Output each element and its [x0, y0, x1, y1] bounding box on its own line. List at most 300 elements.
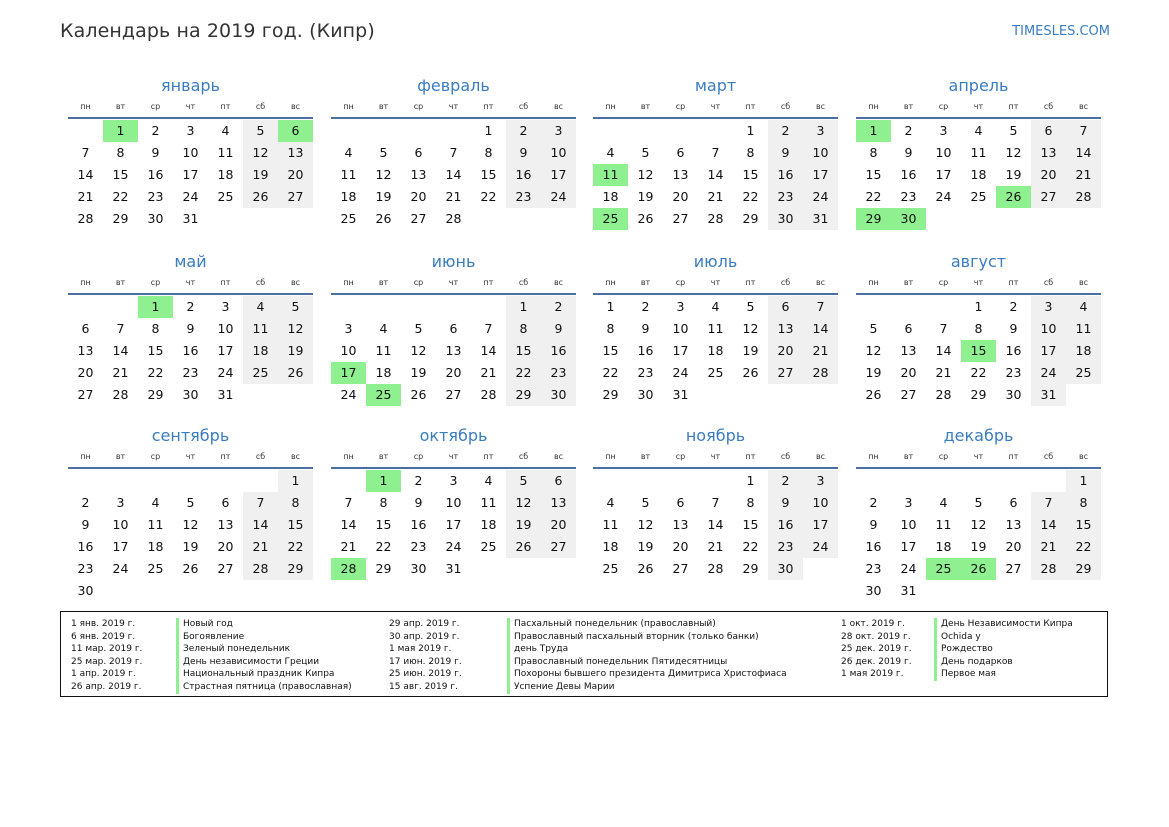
day-cell: 13	[217, 517, 234, 532]
day-cell: 5	[278, 296, 313, 318]
day-cell: 29	[856, 208, 891, 230]
day-cell: 26	[278, 362, 313, 384]
day-cell: 15	[147, 343, 164, 358]
day-cell: 1	[484, 123, 493, 138]
day-cell: 18	[147, 539, 164, 554]
day-cell: 21	[480, 365, 497, 380]
day-cell: 28	[77, 211, 94, 226]
day-cell: 31	[900, 583, 917, 598]
day-cell: 20	[410, 189, 427, 204]
day-cell: 13	[77, 343, 94, 358]
day-cell: 8	[869, 145, 878, 160]
day-cell: 5	[186, 495, 195, 510]
day-cell: 30	[891, 208, 926, 230]
day-cell: 23	[506, 186, 541, 208]
weekday-label: сб	[518, 278, 529, 287]
day-cell: 29	[278, 558, 313, 580]
holiday-date: 1 мая 2019 г.	[841, 669, 904, 680]
day-cell: 21	[1066, 164, 1101, 186]
day-cell: 10	[935, 145, 952, 160]
day-cell: 9	[768, 142, 803, 164]
day-cell: 22	[278, 536, 313, 558]
day-cell: 3	[1031, 296, 1066, 318]
weekday-label: вс	[815, 102, 826, 111]
day-cell: 17	[1031, 340, 1066, 362]
day-cell: 31	[182, 211, 199, 226]
day-cell: 25	[1066, 362, 1101, 384]
day-cell: 27	[672, 211, 689, 226]
weekday-header	[331, 278, 576, 292]
page-title: Календарь на 2019 год. (Кипр)	[60, 20, 375, 42]
day-cell: 28	[935, 387, 952, 402]
weekday-label: сб	[780, 102, 791, 111]
weekday-label: чт	[448, 278, 459, 287]
day-cell: 20	[445, 365, 462, 380]
day-cell: 26	[410, 387, 427, 402]
day-cell: 13	[278, 142, 313, 164]
day-cell: 30	[77, 583, 94, 598]
holiday-date: 15 авг. 2019 г.	[389, 681, 458, 692]
day-cell: 19	[970, 539, 987, 554]
day-cell: 8	[278, 492, 313, 514]
day-cell: 5	[974, 495, 983, 510]
day-cell: 23	[410, 539, 427, 554]
holiday-name: Зеленый понедельник	[176, 643, 290, 656]
day-cell: 14	[935, 343, 952, 358]
day-cell: 30	[637, 387, 654, 402]
day-cell: 24	[900, 561, 917, 576]
day-cell: 11	[480, 495, 497, 510]
weekday-label: пт	[745, 452, 756, 461]
day-cell: 15	[375, 517, 392, 532]
day-cell: 31	[803, 208, 838, 230]
day-cell: 31	[445, 561, 462, 576]
day-cell: 29	[506, 384, 541, 406]
day-cell: 28	[1066, 186, 1101, 208]
holiday-date: 17 июн. 2019 г.	[389, 656, 462, 667]
day-cell: 8	[606, 321, 615, 336]
day-cell: 28	[243, 558, 278, 580]
day-cell: 8	[746, 145, 755, 160]
day-cell: 19	[243, 164, 278, 186]
weekday-label: сб	[255, 278, 266, 287]
holiday-date: 26 апр. 2019 г.	[71, 681, 142, 692]
day-cell: 30	[147, 211, 164, 226]
day-cell: 11	[147, 517, 164, 532]
weekday-label: ср	[675, 102, 686, 111]
day-cell: 1	[606, 299, 615, 314]
day-cell: 31	[1031, 384, 1066, 406]
day-cell: 4	[939, 495, 948, 510]
day-cell: 10	[340, 343, 357, 358]
day-cell: 16	[541, 340, 576, 362]
day-cell: 13	[410, 167, 427, 182]
weekday-label: сб	[255, 452, 266, 461]
day-cell: 18	[217, 167, 234, 182]
weekday-label: вт	[378, 102, 389, 111]
day-cell: 31	[217, 387, 234, 402]
day-cell: 22	[970, 365, 987, 380]
weekday-header	[593, 102, 838, 116]
day-cell: 4	[484, 473, 493, 488]
weekday-label: ср	[413, 452, 424, 461]
day-cell: 24	[672, 365, 689, 380]
day-cell: 9	[904, 145, 913, 160]
day-cell: 2	[151, 123, 160, 138]
weekday-label: вт	[903, 102, 914, 111]
day-cell: 11	[375, 343, 392, 358]
day-cell: 23	[1005, 365, 1022, 380]
day-cell: 24	[935, 189, 952, 204]
day-cell: 7	[711, 495, 720, 510]
day-cell: 20	[768, 340, 803, 362]
day-cell: 9	[414, 495, 423, 510]
day-cell: 14	[707, 167, 724, 182]
weekday-label: сб	[255, 102, 266, 111]
day-cell: 19	[742, 343, 759, 358]
day-cell: 28	[803, 362, 838, 384]
day-cell: 14	[243, 514, 278, 536]
weekday-header	[856, 452, 1101, 466]
day-cell: 20	[541, 514, 576, 536]
day-cell: 6	[81, 321, 90, 336]
weekday-label: сб	[518, 452, 529, 461]
day-cell: 2	[641, 299, 650, 314]
day-cell: 24	[541, 186, 576, 208]
day-cell: 15	[602, 343, 619, 358]
holiday-name: Православный пасхальный вторник (только банки)	[507, 631, 759, 644]
day-cell: 7	[939, 321, 948, 336]
month-divider	[856, 467, 1101, 469]
day-cell: 8	[506, 318, 541, 340]
day-cell: 16	[77, 539, 94, 554]
day-cell: 16	[768, 514, 803, 536]
day-cell: 8	[746, 495, 755, 510]
day-cell: 9	[81, 517, 90, 532]
day-cell: 15	[742, 517, 759, 532]
day-cell: 5	[414, 321, 423, 336]
day-cell: 25	[707, 365, 724, 380]
weekday-label: пт	[220, 102, 231, 111]
day-cell: 1	[103, 120, 138, 142]
day-cell: 14	[1066, 142, 1101, 164]
day-cell: 20	[900, 365, 917, 380]
day-cell: 6	[1031, 120, 1066, 142]
day-cell: 16	[865, 539, 882, 554]
month-name: декабрь	[943, 426, 1014, 445]
day-cell: 20	[217, 539, 234, 554]
day-cell: 27	[410, 211, 427, 226]
day-cell: 29	[742, 211, 759, 226]
day-cell: 12	[375, 167, 392, 182]
day-cell: 22	[112, 189, 129, 204]
day-cell: 27	[541, 536, 576, 558]
month-divider	[593, 293, 838, 295]
day-cell: 14	[340, 517, 357, 532]
weekday-label: чт	[710, 278, 721, 287]
weekday-label: чт	[185, 278, 196, 287]
day-cell: 14	[1031, 514, 1066, 536]
month-name: апрель	[948, 76, 1009, 95]
day-cell: 30	[768, 558, 803, 580]
day-cell: 16	[1005, 343, 1022, 358]
day-cell: 19	[637, 539, 654, 554]
day-cell: 18	[707, 343, 724, 358]
day-cell: 26	[506, 536, 541, 558]
holiday-date: 30 апр. 2019 г.	[389, 631, 460, 642]
site-link[interactable]: TIMESLES.COM	[1012, 24, 1110, 39]
day-cell: 11	[593, 164, 628, 186]
weekday-label: чт	[973, 278, 984, 287]
day-cell: 10	[1031, 318, 1066, 340]
weekday-label: пт	[1008, 452, 1019, 461]
day-cell: 12	[243, 142, 278, 164]
holiday-date: 1 окт. 2019 г.	[841, 619, 905, 629]
weekday-label: пт	[1008, 102, 1019, 111]
day-cell: 5	[379, 145, 388, 160]
day-cell: 3	[676, 299, 685, 314]
day-cell: 9	[641, 321, 650, 336]
day-cell: 22	[506, 362, 541, 384]
day-cell: 5	[641, 145, 650, 160]
day-cell: 27	[672, 561, 689, 576]
day-cell: 3	[803, 120, 838, 142]
day-cell: 6	[278, 120, 313, 142]
weekday-label: чт	[973, 102, 984, 111]
day-cell: 25	[480, 539, 497, 554]
day-cell: 18	[375, 365, 392, 380]
day-cell: 27	[217, 561, 234, 576]
weekday-label: вс	[1078, 452, 1089, 461]
day-cell: 30	[182, 387, 199, 402]
month-divider	[331, 117, 576, 119]
day-cell: 12	[410, 343, 427, 358]
day-cell: 12	[506, 492, 541, 514]
day-cell: 10	[803, 492, 838, 514]
weekday-label: вт	[903, 278, 914, 287]
day-cell: 6	[676, 495, 685, 510]
holiday-date: 25 июн. 2019 г.	[389, 669, 462, 680]
day-cell: 3	[541, 120, 576, 142]
day-cell: 21	[445, 189, 462, 204]
day-cell: 15	[278, 514, 313, 536]
holiday-name: День Независимости Кипра	[934, 618, 1073, 631]
weekday-label: сб	[1043, 452, 1054, 461]
weekday-label: вт	[640, 452, 651, 461]
day-cell: 22	[375, 539, 392, 554]
day-cell: 17	[445, 517, 462, 532]
day-cell: 17	[112, 539, 129, 554]
holiday-date: 25 мар. 2019 г.	[71, 656, 143, 667]
day-cell: 24	[217, 365, 234, 380]
month-name: январь	[161, 76, 220, 95]
weekday-label: вс	[1078, 278, 1089, 287]
holiday-name: День независимости Греции	[176, 656, 319, 669]
day-cell: 24	[1031, 362, 1066, 384]
weekday-label: пн	[868, 102, 879, 111]
day-cell: 11	[1066, 318, 1101, 340]
day-cell: 11	[602, 517, 619, 532]
weekday-label: вс	[290, 102, 301, 111]
weekday-label: ср	[675, 452, 686, 461]
weekday-label: чт	[710, 102, 721, 111]
day-cell: 10	[445, 495, 462, 510]
month-name: ноябрь	[685, 426, 746, 445]
day-cell: 3	[904, 495, 913, 510]
day-cell: 2	[506, 120, 541, 142]
weekday-header	[68, 102, 313, 116]
day-cell: 27	[1031, 186, 1066, 208]
day-cell: 11	[243, 318, 278, 340]
day-cell: 7	[81, 145, 90, 160]
day-cell: 25	[970, 189, 987, 204]
day-cell: 6	[449, 321, 458, 336]
weekday-label: вт	[115, 452, 126, 461]
day-cell: 23	[637, 365, 654, 380]
day-cell: 21	[243, 536, 278, 558]
day-cell: 19	[375, 189, 392, 204]
day-cell: 24	[340, 387, 357, 402]
day-cell: 4	[974, 123, 983, 138]
day-cell: 6	[221, 495, 230, 510]
month-divider	[68, 467, 313, 469]
day-cell: 26	[243, 186, 278, 208]
day-cell: 30	[1005, 387, 1022, 402]
month-name: май	[174, 252, 207, 271]
day-cell: 24	[803, 186, 838, 208]
day-cell: 16	[768, 164, 803, 186]
day-cell: 28	[445, 211, 462, 226]
day-cell: 5	[641, 495, 650, 510]
weekday-label: чт	[185, 452, 196, 461]
day-cell: 12	[637, 517, 654, 532]
day-cell: 1	[138, 296, 173, 318]
day-cell: 29	[970, 387, 987, 402]
day-cell: 10	[112, 517, 129, 532]
weekday-header	[331, 102, 576, 116]
weekday-header	[68, 278, 313, 292]
month-divider	[856, 117, 1101, 119]
day-cell: 29	[1066, 558, 1101, 580]
weekday-label: пн	[343, 278, 354, 287]
holiday-name: Национальный праздник Кипра	[176, 668, 334, 681]
day-cell: 2	[768, 470, 803, 492]
day-cell: 17	[331, 362, 366, 384]
day-cell: 28	[331, 558, 366, 580]
day-cell: 19	[410, 365, 427, 380]
day-cell: 7	[803, 296, 838, 318]
day-cell: 8	[379, 495, 388, 510]
day-cell: 11	[935, 517, 952, 532]
day-cell: 26	[637, 561, 654, 576]
day-cell: 4	[1066, 296, 1101, 318]
day-cell: 5	[869, 321, 878, 336]
day-cell: 4	[243, 296, 278, 318]
day-cell: 4	[379, 321, 388, 336]
weekday-label: пт	[483, 278, 494, 287]
day-cell: 29	[602, 387, 619, 402]
day-cell: 11	[340, 167, 357, 182]
day-cell: 26	[742, 365, 759, 380]
month-name: июль	[693, 252, 738, 271]
day-cell: 18	[602, 539, 619, 554]
day-cell: 15	[1066, 514, 1101, 536]
day-cell: 22	[742, 539, 759, 554]
holiday-name: Успение Девы Марии	[507, 681, 615, 694]
month-name: август	[950, 252, 1007, 271]
weekday-label: пт	[745, 102, 756, 111]
weekday-label: ср	[150, 102, 161, 111]
day-cell: 22	[602, 365, 619, 380]
weekday-label: сб	[518, 102, 529, 111]
day-cell: 17	[217, 343, 234, 358]
weekday-label: ср	[938, 452, 949, 461]
day-cell: 3	[116, 495, 125, 510]
day-cell: 10	[900, 517, 917, 532]
day-cell: 25	[147, 561, 164, 576]
day-cell: 14	[480, 343, 497, 358]
day-cell: 28	[707, 561, 724, 576]
weekday-label: пн	[868, 278, 879, 287]
weekday-label: пн	[605, 102, 616, 111]
holiday-date: 28 окт. 2019 г.	[841, 631, 911, 642]
day-cell: 9	[151, 145, 160, 160]
holiday-date: 1 мая 2019 г.	[389, 644, 452, 655]
day-cell: 14	[803, 318, 838, 340]
day-cell: 21	[340, 539, 357, 554]
day-cell: 10	[182, 145, 199, 160]
day-cell: 29	[112, 211, 129, 226]
day-cell: 27	[445, 387, 462, 402]
day-cell: 11	[970, 145, 987, 160]
day-cell: 7	[344, 495, 353, 510]
month-divider	[593, 117, 838, 119]
month-divider	[331, 293, 576, 295]
day-cell: 21	[935, 365, 952, 380]
weekday-label: вс	[553, 278, 564, 287]
holiday-date: 1 апр. 2019 г.	[71, 669, 136, 680]
day-cell: 29	[147, 387, 164, 402]
day-cell: 26	[996, 186, 1031, 208]
weekday-label: вс	[553, 102, 564, 111]
day-cell: 19	[182, 539, 199, 554]
holiday-name: Православный понедельник Пятидесятницы	[507, 656, 727, 669]
day-cell: 9	[186, 321, 195, 336]
day-cell: 21	[803, 340, 838, 362]
day-cell: 18	[480, 517, 497, 532]
day-cell: 26	[182, 561, 199, 576]
day-cell: 26	[961, 558, 996, 580]
holiday-date: 26 дек. 2019 г.	[841, 656, 912, 667]
day-cell: 25	[366, 384, 401, 406]
day-cell: 16	[506, 164, 541, 186]
day-cell: 6	[414, 145, 423, 160]
weekday-label: вс	[815, 278, 826, 287]
month-name: февраль	[417, 76, 490, 95]
weekday-label: вс	[553, 452, 564, 461]
weekday-label: ср	[938, 278, 949, 287]
day-cell: 19	[278, 340, 313, 362]
day-cell: 15	[961, 340, 996, 362]
weekday-label: пн	[868, 452, 879, 461]
day-cell: 10	[803, 142, 838, 164]
day-cell: 7	[711, 145, 720, 160]
day-cell: 20	[1005, 539, 1022, 554]
day-cell: 3	[939, 123, 948, 138]
weekday-label: пт	[220, 278, 231, 287]
day-cell: 13	[541, 492, 576, 514]
day-cell: 27	[77, 387, 94, 402]
